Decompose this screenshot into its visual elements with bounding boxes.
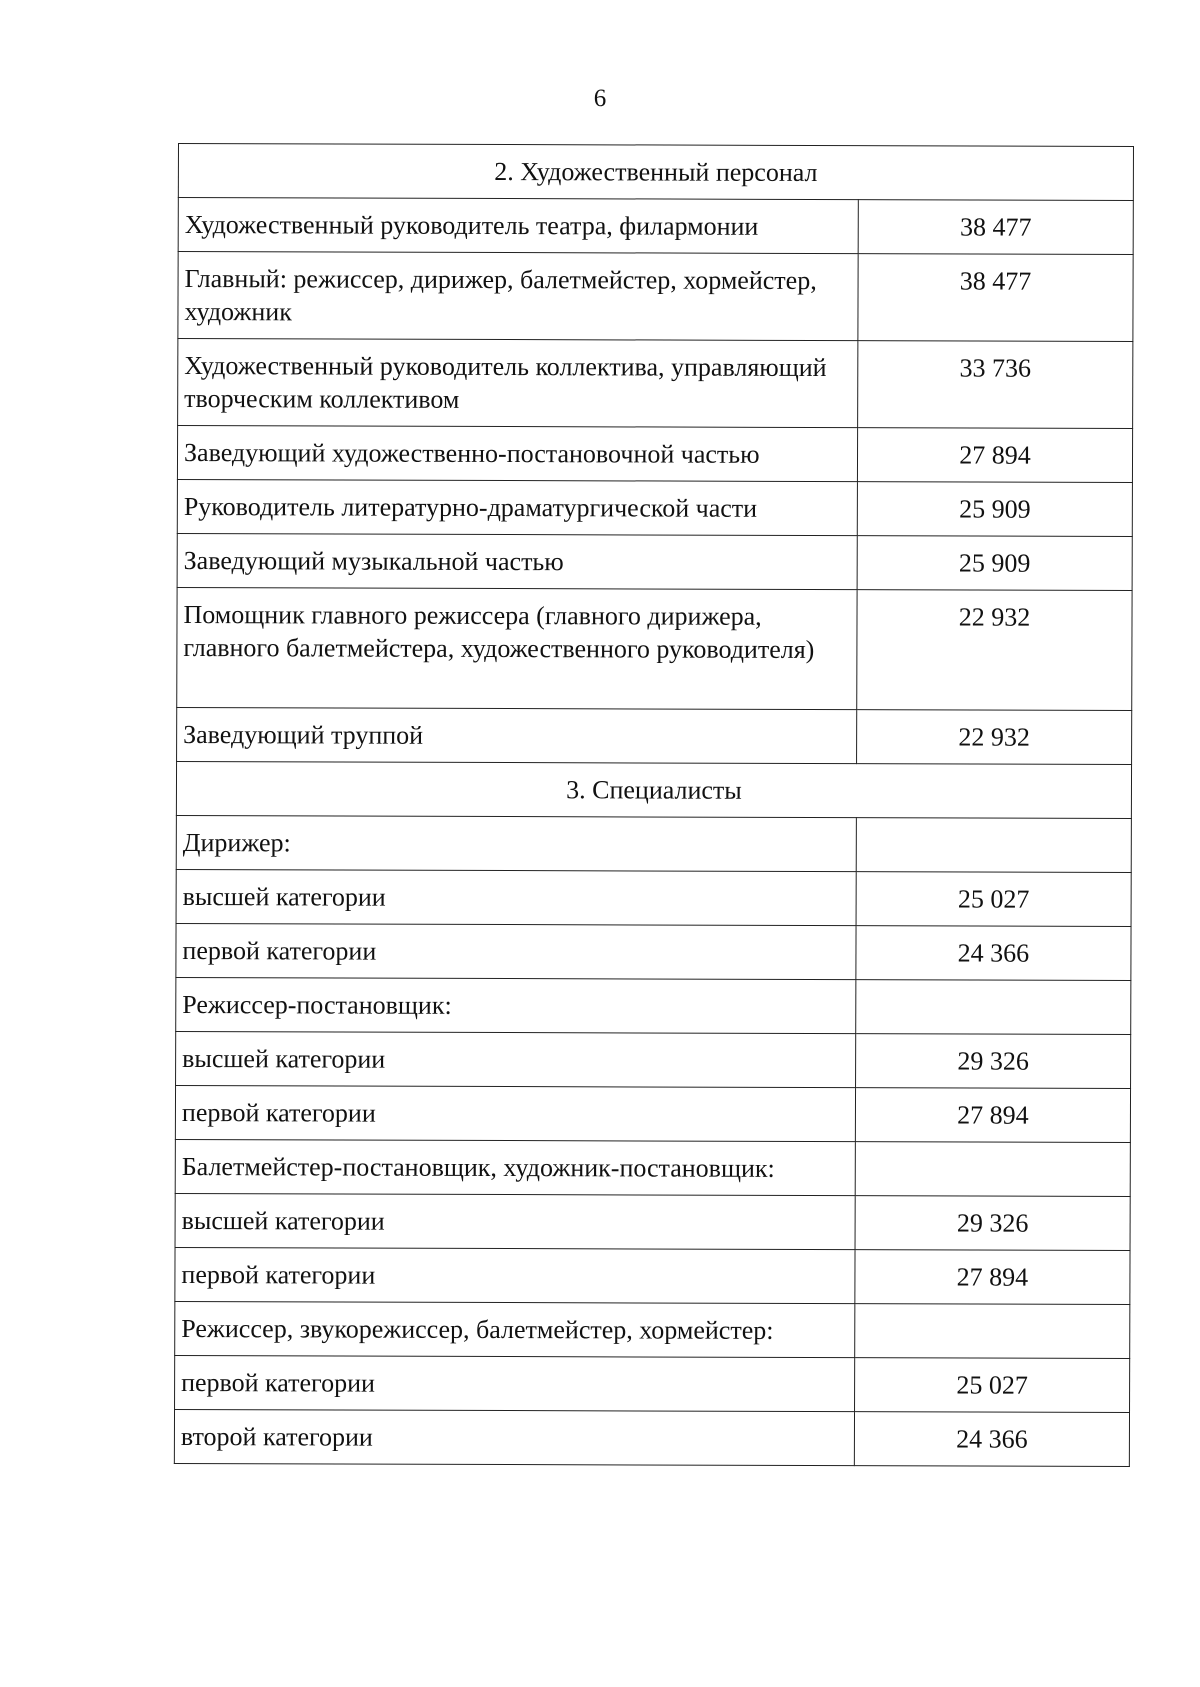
table-row	[175, 1301, 1130, 1358]
table-row	[176, 815, 1131, 872]
table-row	[177, 533, 1132, 590]
table-row	[177, 426, 1132, 483]
table-row	[177, 707, 1132, 764]
category-name: высшей категории	[176, 1031, 856, 1087]
salary-value: 27 894	[855, 1088, 1130, 1143]
position-name: Художественный руководитель коллектива, управляющий творческим коллективом	[178, 339, 858, 428]
position-name: Руководитель литературно-драматургической части	[177, 479, 857, 535]
section-header-row	[176, 761, 1131, 818]
table-row	[176, 923, 1131, 980]
salary-value: 25 027	[855, 1358, 1130, 1413]
salary-value: 29 326	[855, 1196, 1130, 1251]
position-name: Помощник главного режиссера (главного дирижера, главного балетмейстера, художественного руководителя)	[177, 587, 857, 709]
category-name: первой категории	[175, 1355, 855, 1411]
position-group-name: Дирижер:	[176, 815, 856, 871]
category-name: первой категории	[175, 1085, 855, 1141]
salary-value: 22 932	[857, 590, 1132, 711]
table-row	[176, 1031, 1131, 1088]
table-row	[176, 977, 1131, 1034]
salary-value: 38 477	[858, 200, 1133, 255]
page-number: 6	[593, 85, 607, 112]
salary-value	[855, 1142, 1130, 1197]
position-group-name: Режиссер, звукорежиссер, балетмейстер, хормейстер:	[175, 1301, 855, 1357]
category-name: первой категории	[175, 1247, 855, 1303]
position-group-name: Режиссер-постановщик:	[176, 977, 856, 1033]
salary-value: 22 932	[857, 710, 1132, 765]
position-name: Художественный руководитель театра, филармонии	[178, 198, 858, 254]
salary-value	[855, 1304, 1130, 1359]
salary-value: 24 366	[854, 1412, 1129, 1467]
table-row	[175, 1139, 1130, 1196]
table-row	[176, 869, 1131, 926]
section-header-row	[178, 144, 1133, 201]
salary-value: 25 027	[856, 872, 1131, 927]
position-name: Заведующий художественно-постановочной частью	[177, 426, 857, 482]
salary-value: 25 909	[857, 536, 1132, 591]
salary-value	[856, 818, 1131, 873]
salary-value: 33 736	[858, 341, 1133, 429]
table-row	[178, 252, 1133, 342]
category-name: второй категории	[174, 1409, 854, 1465]
section-title: 3. Специалисты	[176, 761, 1131, 818]
position-group-name: Балетмейстер-постановщик, художник-постановщик:	[175, 1139, 855, 1195]
table-row	[175, 1193, 1130, 1250]
position-name: Заведующий труппой	[177, 707, 857, 763]
salary-value: 27 894	[855, 1250, 1130, 1305]
table-row	[175, 1085, 1130, 1142]
salary-value	[856, 980, 1131, 1035]
salary-value: 27 894	[857, 428, 1132, 483]
position-name: Главный: режиссер, дирижер, балетмейстер, хормейстер, художник	[178, 252, 858, 341]
table-row	[177, 587, 1132, 710]
table-row	[178, 339, 1133, 429]
table-row	[175, 1355, 1130, 1412]
table-row	[175, 1247, 1130, 1304]
category-name: высшей категории	[175, 1193, 855, 1249]
salary-value: 38 477	[858, 254, 1133, 342]
table-row	[174, 1409, 1129, 1466]
salary-value: 29 326	[856, 1034, 1131, 1089]
salary-table	[174, 143, 1134, 1467]
salary-value: 25 909	[857, 482, 1132, 537]
table-row	[178, 198, 1133, 255]
category-name: высшей категории	[176, 869, 856, 925]
table-row	[177, 479, 1132, 536]
section-title: 2. Художественный персонал	[178, 144, 1133, 201]
position-name: Заведующий музыкальной частью	[177, 533, 857, 589]
salary-value: 24 366	[856, 926, 1131, 981]
category-name: первой категории	[176, 923, 856, 979]
